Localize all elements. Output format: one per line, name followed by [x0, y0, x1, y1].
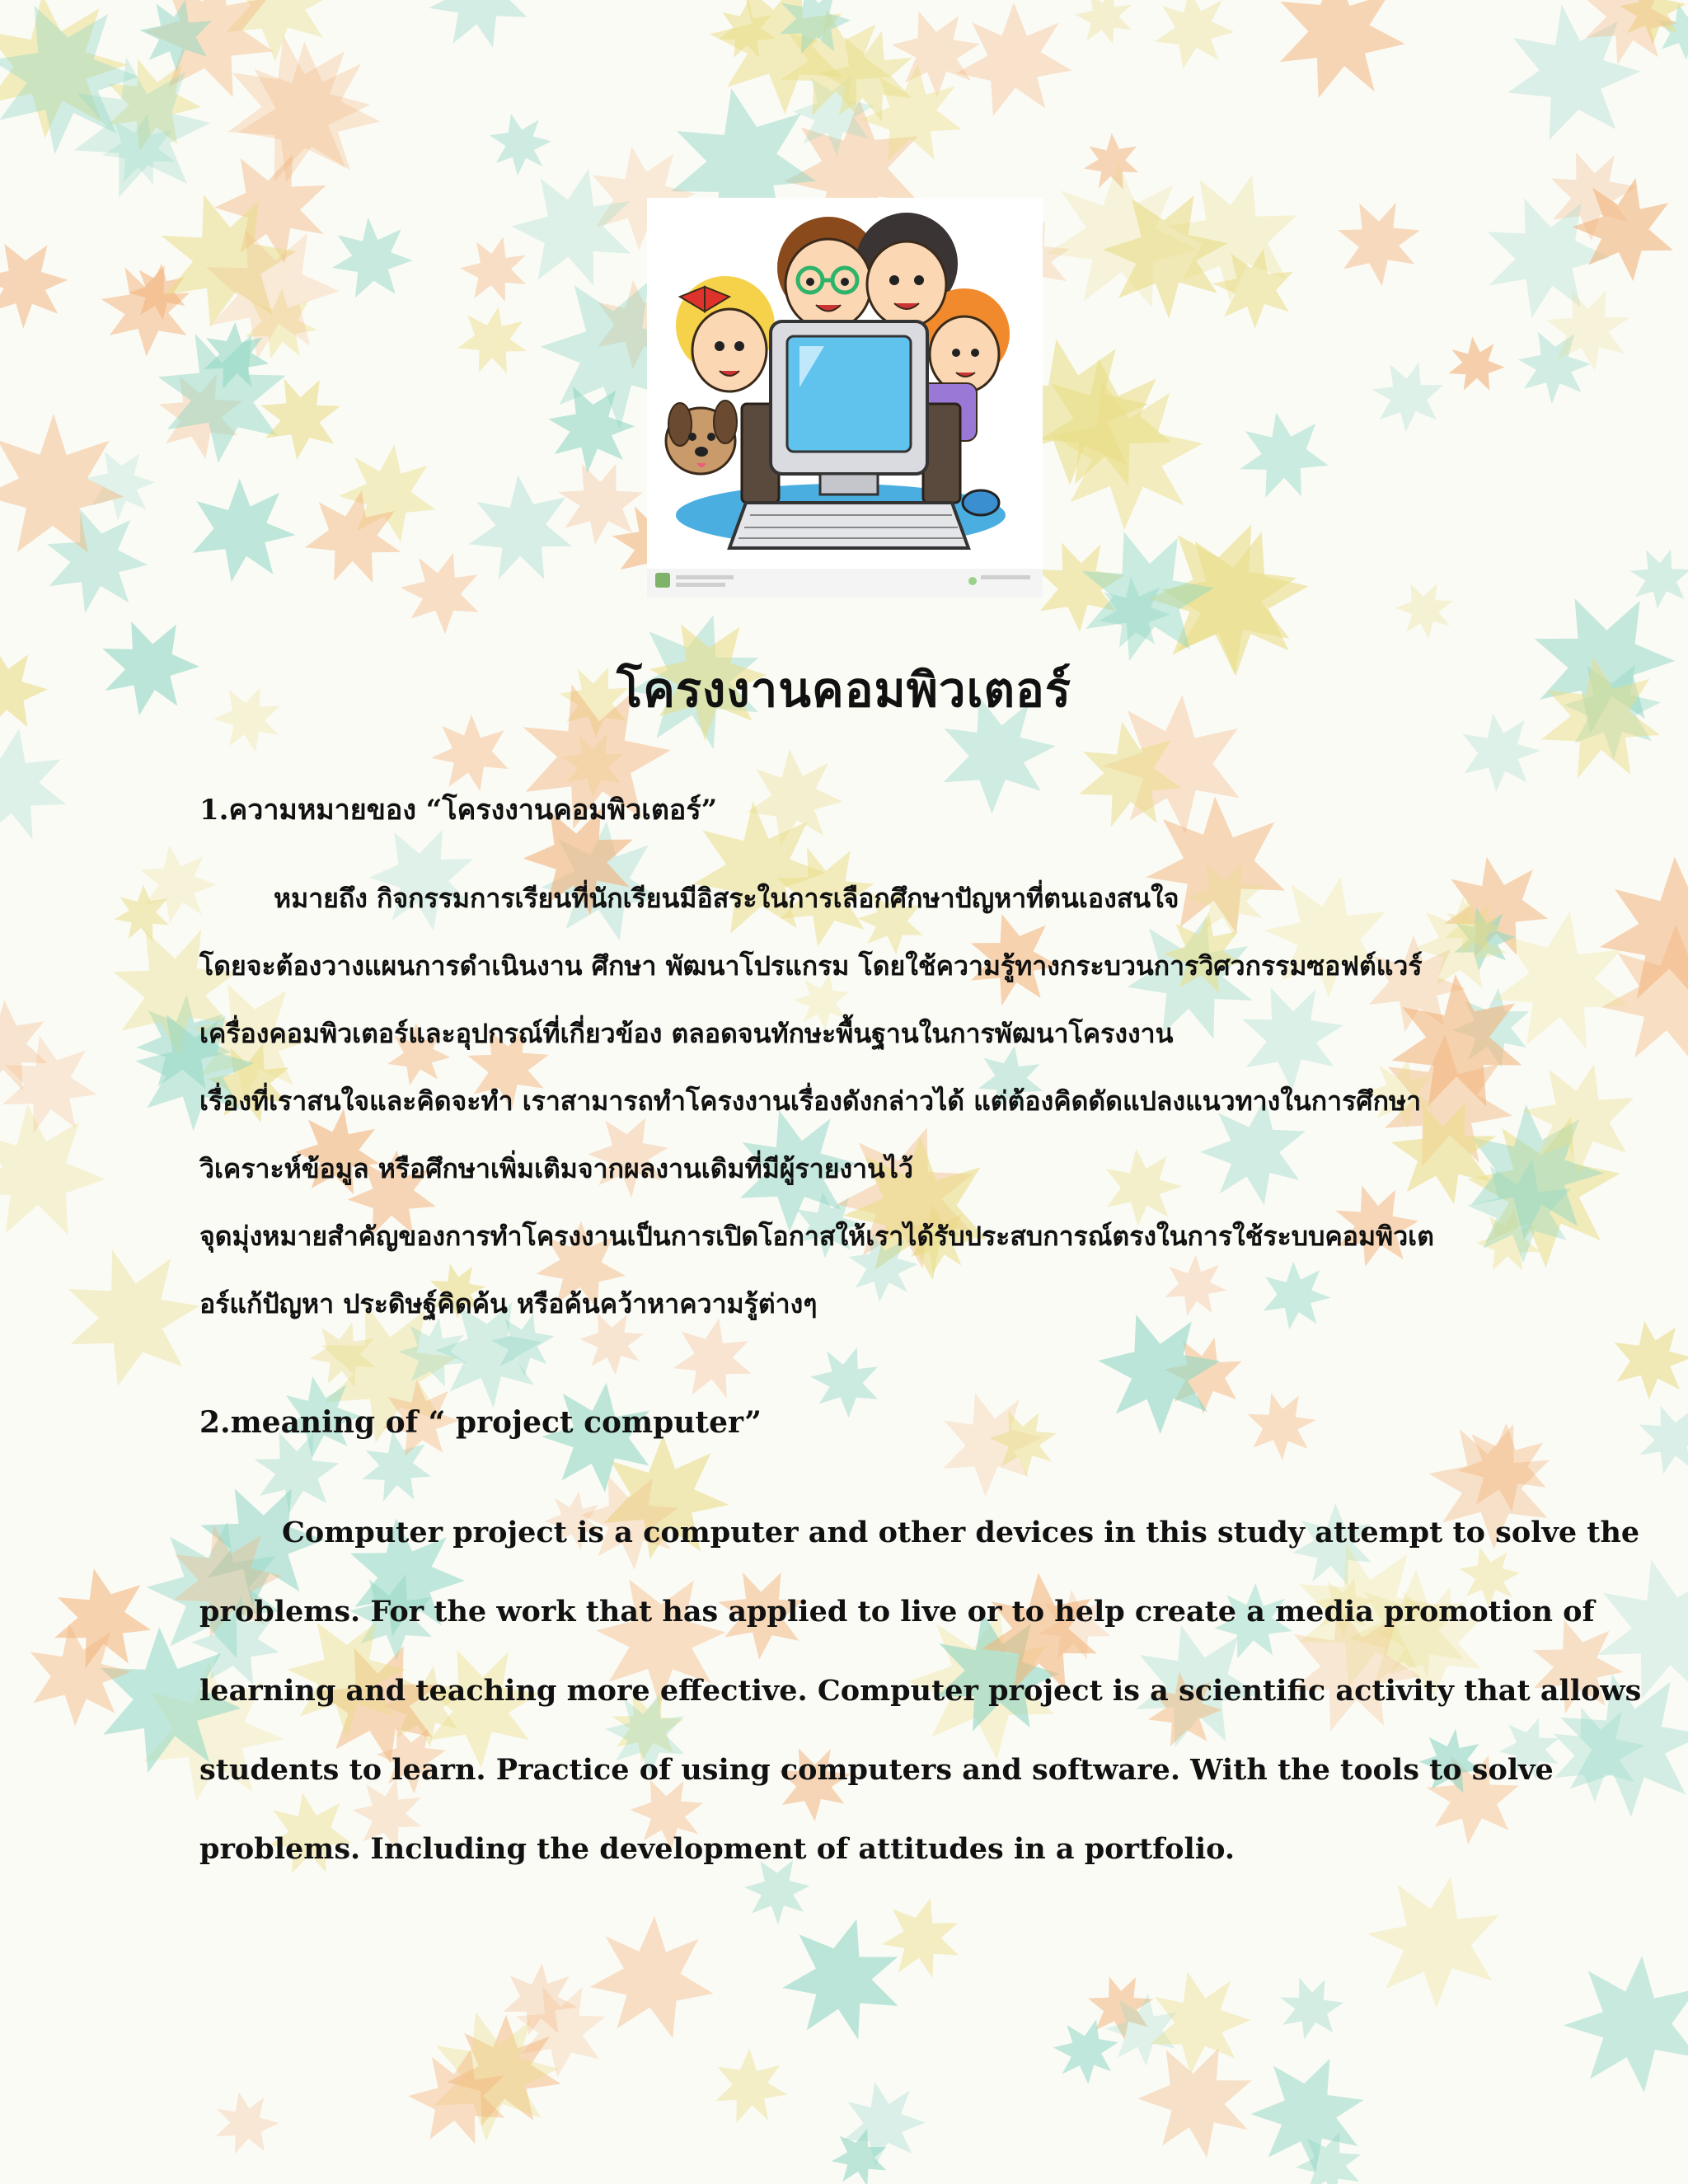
section-2-line: learning and teaching more effective. Computer project is a scientific activity that allows: [199, 1674, 1642, 1708]
section-1-line: อร์แก้ปัญหา ประดิษฐ์คิดค้น หรือค้นคว้าหาความรู้ต่างๆ: [199, 1288, 818, 1319]
section-1-line: เครื่องคอมพิวเตอร์และอุปกรณ์ที่เกี่ยวข้อง ตลอดจนทักษะพื้นฐานในการพัฒนาโครงงาน: [199, 1018, 1174, 1049]
section-2-body: [199, 1508, 1642, 1904]
section-1-line: เรื่องที่เราสนใจและคิดจะทำ เราสามารถทำโครงงานเรื่องดังกล่าวได้ แต่ต้องคิดดัดแปลงแนวทางในการศึกษา: [199, 1085, 1422, 1117]
section-2-line: students to learn. Practice of using computers and software. With the tools to solve: [199, 1753, 1554, 1787]
section-1-body: [199, 874, 1518, 1347]
section-1-line: จุดมุ่งหมายสำคัญของการทำโครงงานเป็นการเปิดโอกาสให้เราได้รับประสบการณ์ตรงในการใช้ระบบคอมพิวเต: [199, 1221, 1434, 1252]
section-2-line: problems. For the work that has applied to live or to help create a media promotion of: [199, 1595, 1595, 1629]
section-1-line: หมายถึง กิจกรรมการเรียนที่นักเรียนมีอิสระในการเลือกศึกษาปัญหาที่ตนเองสนใจ: [274, 883, 1179, 914]
kids-computer-illustration: [647, 198, 1043, 598]
section-1-heading: 1.ความหมายของ “โครงงานคอมพิวเตอร์”: [199, 794, 718, 827]
section-2-heading: 2.meaning of “ project computer”: [199, 1405, 762, 1440]
kids-with-computer-icon: [647, 198, 1043, 598]
document-title: โครงงานคอมพิวเตอร์: [616, 662, 1072, 718]
section-2-line: Computer project is a computer and other devices in this study attempt to solve the: [282, 1516, 1640, 1549]
section-1-line: โดยจะต้องวางแผนการดำเนินงาน ศึกษา พัฒนาโปรแกรม โดยใช้ความรู้ทางกระบวนการวิศวกรรมซอฟต์แวร์: [199, 950, 1423, 982]
section-2-line: problems. Including the development of attitudes in a portfolio.: [199, 1832, 1236, 1866]
section-1-line: วิเคราะห์ข้อมูล หรือศึกษาเพิ่มเติมจากผลงานเดิมที่มีผู้รายงานไว้: [199, 1153, 913, 1184]
